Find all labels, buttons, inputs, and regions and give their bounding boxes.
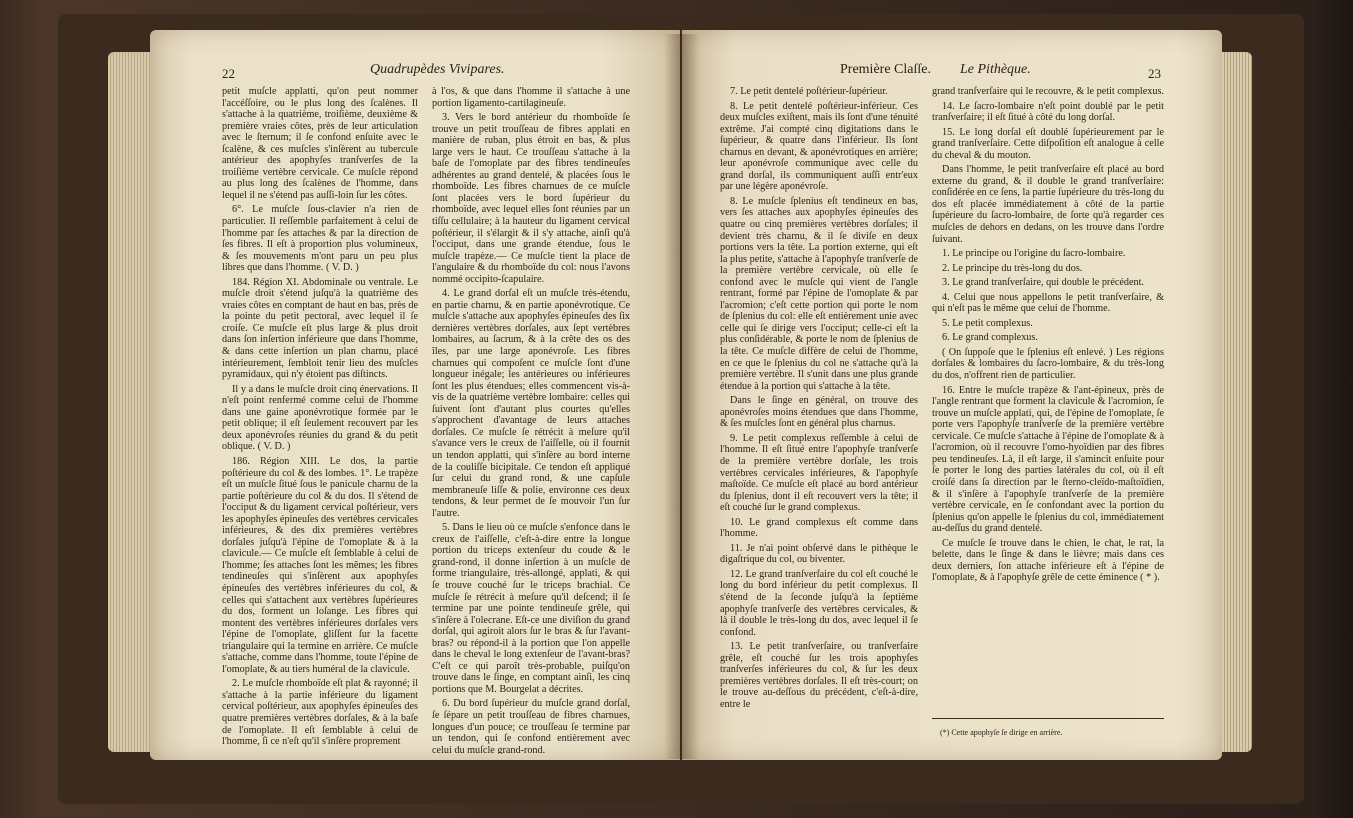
page-edges-left <box>108 52 150 752</box>
paragraph: à l'os, & que dans l'homme il s'attache à une portion ligamento-cartilagineuſe. <box>432 86 630 109</box>
paragraph: 8. Le petit dentelé poſtérieur-inférieur. Ces deux muſcles exiſtent, mais ils ſont d'une ténuité extrême. J'ai compté cinq digitations dans le ſupérieur, & quatre dans l'inférieur. Ils ſont charnus en devant, & aponévrotiques en arrière; leur aponévroſe communique avec celle du grand dorſal, ils communiquent auſſi entr'eux par une légère aponévroſe. <box>720 100 918 193</box>
paragraph: 9. Le petit complexus reſſemble à celui de l'homme. Il eſt ſitué entre l'apophyſe tranſverſe de la première vertèbre dorſale, les trois vertèbres cervicales inférieures, & l'apophyſe maſtoïde. Ce muſcle eſt placé au bord antérieur du ſplenius, dont il eſt recouvert vers la tête; il eſt couché ſur le grand complexus. <box>720 432 918 514</box>
paragraph: 4. Celui que nous appellons le petit tranſverſaire, & qui n'eſt pas le même que celui de l'homme. <box>932 291 1164 315</box>
right-page-column-1 <box>720 86 918 754</box>
paragraph: ( On ſuppoſe que le ſplenius eſt enlevé. ) Les régions dorſales & lombaires du ſacro-lombaire, & du très-long du dos, n'offrent rien de particulier. <box>932 346 1164 382</box>
paragraph: 8. Le muſcle ſplenius eſt tendineux en bas, vers ſes attaches aux apophyſes épineuſes des quatre ou cinq premières vertèbres dorſales; il devient très charnu, & il ſe diviſe en deux portions vers la tête. La portion externe, qui eſt la plus petite, s'attache à l'apophyſe tranſverſe de la première vertèbre cervicale, où elle ſe confond avec le muſcle qui vient de l'angle rentrant, formé par l'épine de l'omoplate & par l'acromion; c'eſt cette portion qui porte le nom de ſplenius du col: elle eſt entièrement unie avec celle qui ſe dirige vers l'occiput; celle-ci eſt la plus conſidérable, & porte le nom de ſplenius de la tête. Ce muſcle diffère de celui de l'homme, en ce que le ſplenius du col ne s'attache qu'à la première vertèbre. Il s'unit dans une plus grande étendue à la portion qui s'attache à la tête. <box>720 195 918 392</box>
footnote: (*) Cette apophyſe ſe dirige en arrière. <box>940 728 1063 737</box>
paragraph: 4. Le grand dorſal eſt un muſcle très-étendu, en partie charnu, & en partie aponévrotique. Ce muſcle s'attache aux apophyſes épineuſes des ſix dernières vertèbres dorſales, aux ſept vertèbres lombaires, au ſacrum, & à la crête des os des îles, par une large aponévroſe. Les fibres charnues qui compoſent ce muſcle ſont d'une longueur inégale; les antérieures ou inférieures ſont les plus étendues; elles commencent vis-à-vis de la quatrième vertèbre lombaire: celles qui ſuivent ſont d'autant plus courtes qu'elles s'approchent d'avantage de leurs attaches dorſales. Ce muſcle ſe rétrécit à meſure qu'il s'avance vers le creux de l'aiſſelle, où il fournit un tendon applatti, qui s'inſère au bord interne de la couliſſe bicipitale. Ce tendon eſt appliqué ſur celui du grand rond, & une capſule membraneuſe liſſe & polie, environne ces deux tendons, & leur permet de ſe mouvoir l'un ſur l'autre. <box>432 288 630 519</box>
paragraph: grand tranſverſaire qui le recouvre, & le petit complexus. <box>932 86 1164 97</box>
paragraph: 2. Le principe du très-long du dos. <box>942 262 1083 274</box>
page-edges-right <box>1222 52 1252 752</box>
paragraph: 184. Région XI. Abdominale ou ventrale. Le muſcle droit s'étend juſqu'à la quatrième des vraies côtes en comptant de haut en bas, près de la pointe du petit pectoral, avec lequel il ſe croiſe. Ce muſcle eſt plus large & plus droit dans ſon inſertion inférieure que dans l'homme, & dans cette inſertion un plan charnu, placé intérieurement, ſembloit tenir lieu des muſcles pyramidaux, qui n'y étoient pas diſtincts. <box>222 276 418 381</box>
left-page-column-1 <box>222 86 418 754</box>
right-page-number: 23 <box>1148 66 1161 81</box>
paragraph: 16. Entre le muſcle trapèze & l'ant-épineux, près de l'angle rentrant que forment la clavicule & l'acromion, ſe trouve un muſcle applati, qui, de l'épine de l'omoplate, ſe porte vers l'apophyſe tranſverſe de la première vertèbre cervicale. Ce muſcle s'attache à l'épine de l'omoplate & à l'acromion, où il recouvre l'omo-hyoïdien par des fibres peu tendineuſes. Là, il eſt large, il s'amincit enſuite pour ſe porter le long des parties latérales du col, où il eſt croiſé dans ſa direction par le ſterno-cleïdo-maſtoïdien, & il s'inſère à l'apophyſe tranſverſe de la première vertèbre cervicale, en ſe confondant avec la portion du ſplenius qu'on appelle le ſplenius du col, immédiatement au-deſſus du grand dentelé. <box>932 384 1164 535</box>
paragraph: 11. Je n'ai point obſervé dans le pithèque le digaſtrique du col, ou biventer. <box>720 542 918 566</box>
paragraph: 14. Le ſacro-lombaire n'eſt point doublé par le petit tranſverſaire; il eſt ſitué à côté du long dorſal. <box>932 100 1164 124</box>
paragraph: 13. Le petit tranſverſaire, ou tranſverſaire grêle, eſt couché ſur les trois apophyſes tranſverſes inférieures du col, & ſur les deux premières vertèbres dorſales. Il eſt très-court; on le trouve au-deſſous du précédent, c'eſt-à-dire, entre le <box>720 641 918 710</box>
paragraph: 6. Le grand complexus. <box>942 332 1038 344</box>
right-page-column-2 <box>932 86 1164 718</box>
paragraph: 10. Le grand complexus eſt comme dans l'homme. <box>720 516 918 540</box>
footnote-rule <box>932 718 1164 719</box>
paragraph: Ce muſcle ſe trouve dans le chien, le chat, le rat, la belette, dans le ſinge & dans le lièvre; mais dans ces deux derniers, ſon attache inférieure eſt à l'épine de l'omoplate, & à l'apophyſe grêle de cette éminence ( * ). <box>932 537 1164 584</box>
paragraph: Dans l'homme, le petit tranſverſaire eſt placé au bord externe du grand, & il double le grand tranſverſaire: conſidérée en ce ſens, la partie ſupérieure du très-long du dos eſt placée immédiatement à côté de la partie ſupérieure du ſacro-lombaire, de ſorte qu'à regarder ces muſcles de dehors en dedans, on les trouve dans l'ordre ſuivant. <box>932 164 1164 245</box>
paragraph: 5. Le petit complexus. <box>942 317 1033 329</box>
paragraph: 12. Le grand tranſverſaire du col eſt couché le long du bord inférieur du petit complexus. Il s'étend de la ſeconde juſqu'à la ſeptième apophyſe tranſverſe des vertèbres cervicales, & là il double le très-long du dos, avec lequel il ſe confond. <box>720 568 918 638</box>
paragraph: 3. Vers le bord antérieur du rhomboïde ſe trouve un petit trouſſeau de fibres applati en manière de ruban, plus étroit en bas, & plus large vers le haut. Ce trouſſeau s'attache à la baſe de l'omoplate par des fibres tendineuſes adhérentes au grand dentelé, & placées ſous le rhomboïde. Les fibres charnues de ce muſcle ſont placées vers le bord ſupérieur du rhomboïde, avec lequel elles ſont réunies par un tiſſu cellulaire; à la hauteur du ligament cervical poſtérieur, il s'élargit & il s'y attache, ainſi qu'à l'occiput, dans une grande étendue, ſous le muſcle trapèze.— Ce muſcle tient la place de l'angulaire & du rhomboïde du col: nous l'avons nommé occipito-ſcapulaire. <box>432 112 630 285</box>
left-running-head: Quadrupèdes Vivipares. <box>370 62 505 77</box>
paragraph: 3. Le grand tranſverſaire, qui double le précédent. <box>942 277 1144 289</box>
right-running-head-right: Le Pithèque. <box>960 62 1031 77</box>
left-page-column-2 <box>432 86 630 754</box>
paragraph: 6°. Le muſcle ſous-clavier n'a rien de particulier. Il reſſemble parfaitement à celui de l'homme par ſes attaches & par la direction de ſes fibres. Il eſt à proportion plus volumineux, & ſes mouvements m'ont paru un peu plus libres que dans l'homme. ( V. D. ) <box>222 204 418 274</box>
paragraph: 15. Le long dorſal eſt doublé ſupérieurement par le grand tranſverſaire. Cette diſpoſition eſt analogue à celle du cheval & du mouton. <box>932 126 1164 161</box>
paragraph: 2. Le muſcle rhomboïde eſt plat & rayonné; il s'attache à la partie inférieure du ligament cervical poſtérieur, aux apophyſes épineuſes des quatre premières vertèbres dorſales, & à la baſe de l'omoplate. Il eſt ſemblable à celui de l'homme, ſi ce n'eſt qu'il s'inſère proprement <box>222 678 418 748</box>
paragraph: Dans le ſinge en général, on trouve des aponévroſes moins étendues que dans l'homme, & ſes muſcles ſont en général plus charnus. <box>720 395 918 430</box>
paragraph: petit muſcle applatti, qu'on peut nommer l'accéſſoire, ou le plus long des ſcalènes. Il s'attache à la quatrième, troiſième, deuxième & première vraies côtes, près de leur articulation avec le ſternum; il ſe confond enſuite avec le ſcalène, & ces muſcles s'inſèrent au tubercule antérieur des apophyſes tranſverſes de la troiſième vertèbre cervicale. Ce muſcle répond au plus long des ſcalènes de l'homme, dans lequel il ne s'étend pas auſſi-loin ſur les côtes. <box>222 86 418 201</box>
paragraph: 186. Région XIII. Le dos, la partie poſtérieure du col & des lombes. 1°. Le trapèze eſt un muſcle ſitué ſous le panicule charnu de la partie poſtérieure du col & du dos. Il s'étend de l'occiput & du ligament cervical poſtérieur, vers les apophyſes épineuſes des vertèbres cervicales inférieures, & des dix premières vertèbres dorſales juſqu'à l'épine de l'omoplate & à la clavicule.— Ce muſcle eſt ſemblable à celui de l'homme; ſes attaches ſont les mêmes; les fibres tendineuſes qui s'inſèrent aux apophyſes épineuſes des vertèbres inférieures du col, & celles qui s'attachent aux vertèbres ſupérieures du dos, forment un loſange. Les fibres qui montent des vertèbres inférieures dorſales vers l'épine de l'omoplate, gliſſent ſur la facette triangulaire qui la termine en arrière. Ce muſcle s'attache, comme dans l'homme, toute l'épine de l'omoplate, & au tiers huméral de la clavicule. <box>222 455 418 675</box>
paragraph: 5. Dans le lieu où ce muſcle s'enfonce dans le creux de l'aiſſelle, c'eſt-à-dire entre la longue portion du triceps extenſeur du coude & le grand-rond, il donne inſertion à un muſcle de forme triangulaire, très-allongé, applati, & qui ſe trouve couché ſur le triceps brachial. Ce muſcle ſe rétrécit à meſure qu'il deſcend; il ſe termine par une pointe tendineuſe grêle, qui s'inſère à l'olecrane. Eſt-ce une diviſion du grand dorſal, qui agiroit alors ſur le bras & ſur l'avant-bras? ou répond-il à la portion que l'on appelle dans le cheval le long extenſeur de l'avant-bras? C'eſt ce qui paroît très-probable, puiſqu'on trouve dans le ſinge, en comptant ainſi, les cinq portions que M. Bourgelat a décrites. <box>432 522 630 695</box>
right-running-head-left: Première Claſſe. <box>840 62 931 77</box>
paragraph: 6. Du bord ſupérieur du muſcle grand dorſal, ſe ſépare un petit trouſſeau de fibres charnues, longues d'un pouce; ce trouſſeau ſe termine par un tendon, qui ſe confond entièrement avec celui du muſcle grand-rond. <box>432 698 630 754</box>
paragraph: Il y a dans le muſcle droit cinq énervations. Il n'eſt point renfermé comme celui de l'homme dans une gaine aponévrotique formée par le petit oblique; il eſt ſeulement recouvert par les deux aponévroſes réunies du grand & du petit oblique. ( V. D. ) <box>222 383 418 453</box>
paragraph: 7. Le petit dentelé poſtérieur-ſupérieur. <box>730 86 888 97</box>
paragraph: 1. Le principe ou l'origine du ſacro-lombaire. <box>942 248 1126 260</box>
book-gutter <box>664 34 700 759</box>
left-page-number: 22 <box>222 66 235 81</box>
